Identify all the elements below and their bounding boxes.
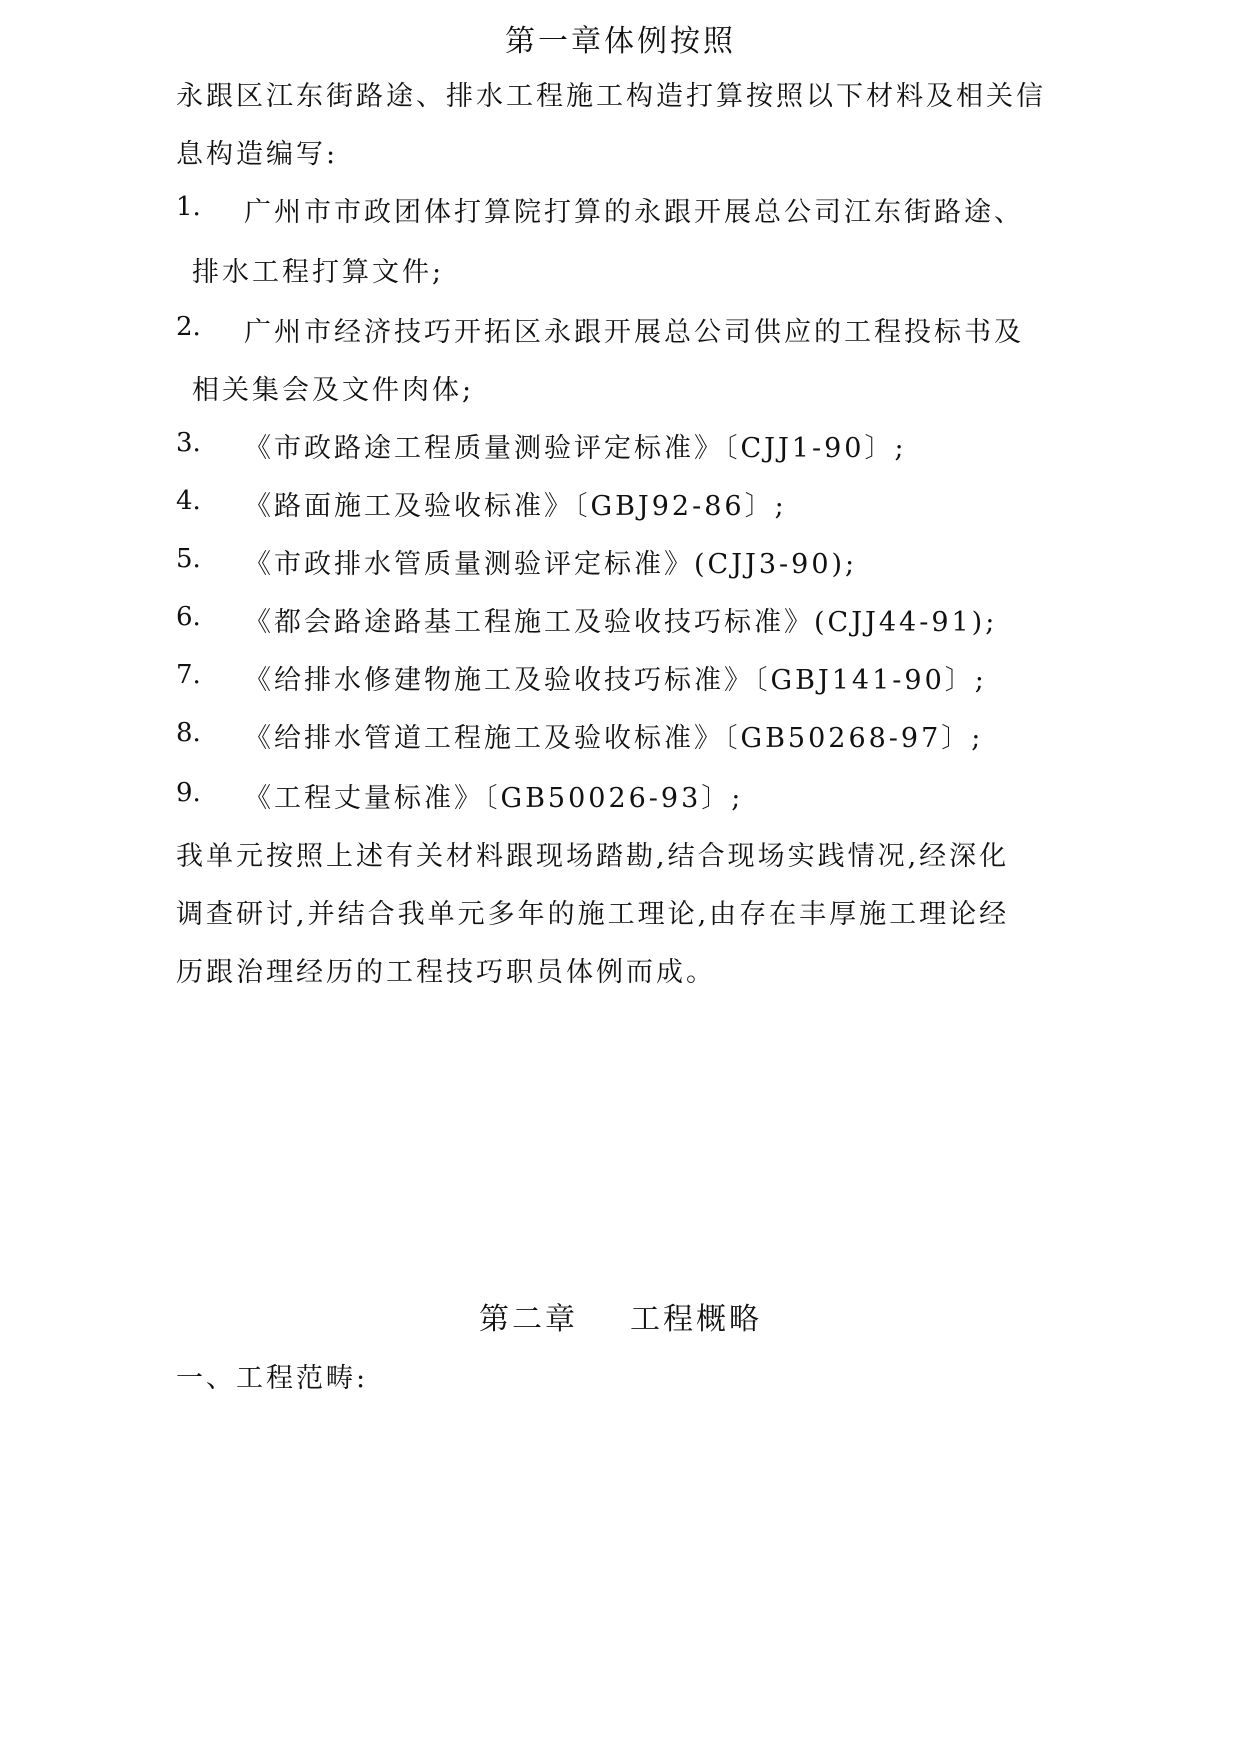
item-4-text: 《路面施工及验收标准》〔GBJ92-86〕; — [244, 491, 787, 522]
intro-line-1: 永跟区江东街路途、排水工程施工构造打算按照以下材料及相关信 — [176, 81, 1046, 112]
item-2-line-2: 相关集会及文件肉体; — [192, 375, 475, 406]
item-3-number: 3. — [176, 428, 201, 458]
item-6-text: 《都会路途路基工程施工及验收技巧标准》(CJJ44-91); — [244, 607, 998, 638]
closing-line-2: 调查研讨,并结合我单元多年的施工理论,由存在丰厚施工理论经 — [176, 899, 1010, 930]
closing-line-1: 我单元按照上述有关材料跟现场踏勘,结合现场实践情况,经深化 — [176, 841, 1010, 872]
item-1-line-2: 排水工程打算文件; — [192, 257, 445, 288]
item-5-number: 5. — [176, 544, 201, 574]
item-2-line-1: 广州市经济技巧开拓区永跟开展总公司供应的工程投标书及 — [244, 317, 1024, 348]
chapter-2-heading — [0, 1294, 1241, 1338]
item-5-text: 《市政排水管质量测验评定标准》(CJJ3-90); — [244, 549, 858, 580]
closing-line-3: 历跟治理经历的工程技巧职员体例而成。 — [176, 957, 716, 988]
item-9-text: 《工程丈量标准》〔GB50026-93〕; — [244, 783, 744, 814]
item-8-number: 8. — [176, 718, 201, 748]
item-7-text: 《给排水修建物施工及验收技巧标准》〔GBJ141-90〕; — [244, 665, 987, 696]
item-4-number: 4. — [176, 486, 201, 516]
item-6-number: 6. — [176, 602, 201, 632]
chapter-2-label: 第二章 — [479, 1302, 578, 1337]
chapter-1-title: 第一章体例按照 — [505, 24, 736, 59]
item-7-number: 7. — [176, 660, 201, 690]
section-1-heading: 一、工程范畴: — [176, 1363, 369, 1394]
item-2-number: 2. — [176, 312, 201, 342]
item-1-line-1: 广州市市政团体打算院打算的永跟开展总公司江东街路途、 — [244, 197, 1024, 228]
item-9-number: 9. — [176, 778, 201, 808]
item-1-number: 1. — [176, 192, 201, 222]
item-3-text: 《市政路途工程质量测验评定标准》〔CJJ1-90〕; — [244, 433, 907, 464]
intro-line-2: 息构造编写: — [176, 139, 339, 170]
item-8-text: 《给排水管道工程施工及验收标准》〔GB50268-97〕; — [244, 723, 984, 754]
chapter-2-title: 工程概略 — [630, 1302, 762, 1337]
